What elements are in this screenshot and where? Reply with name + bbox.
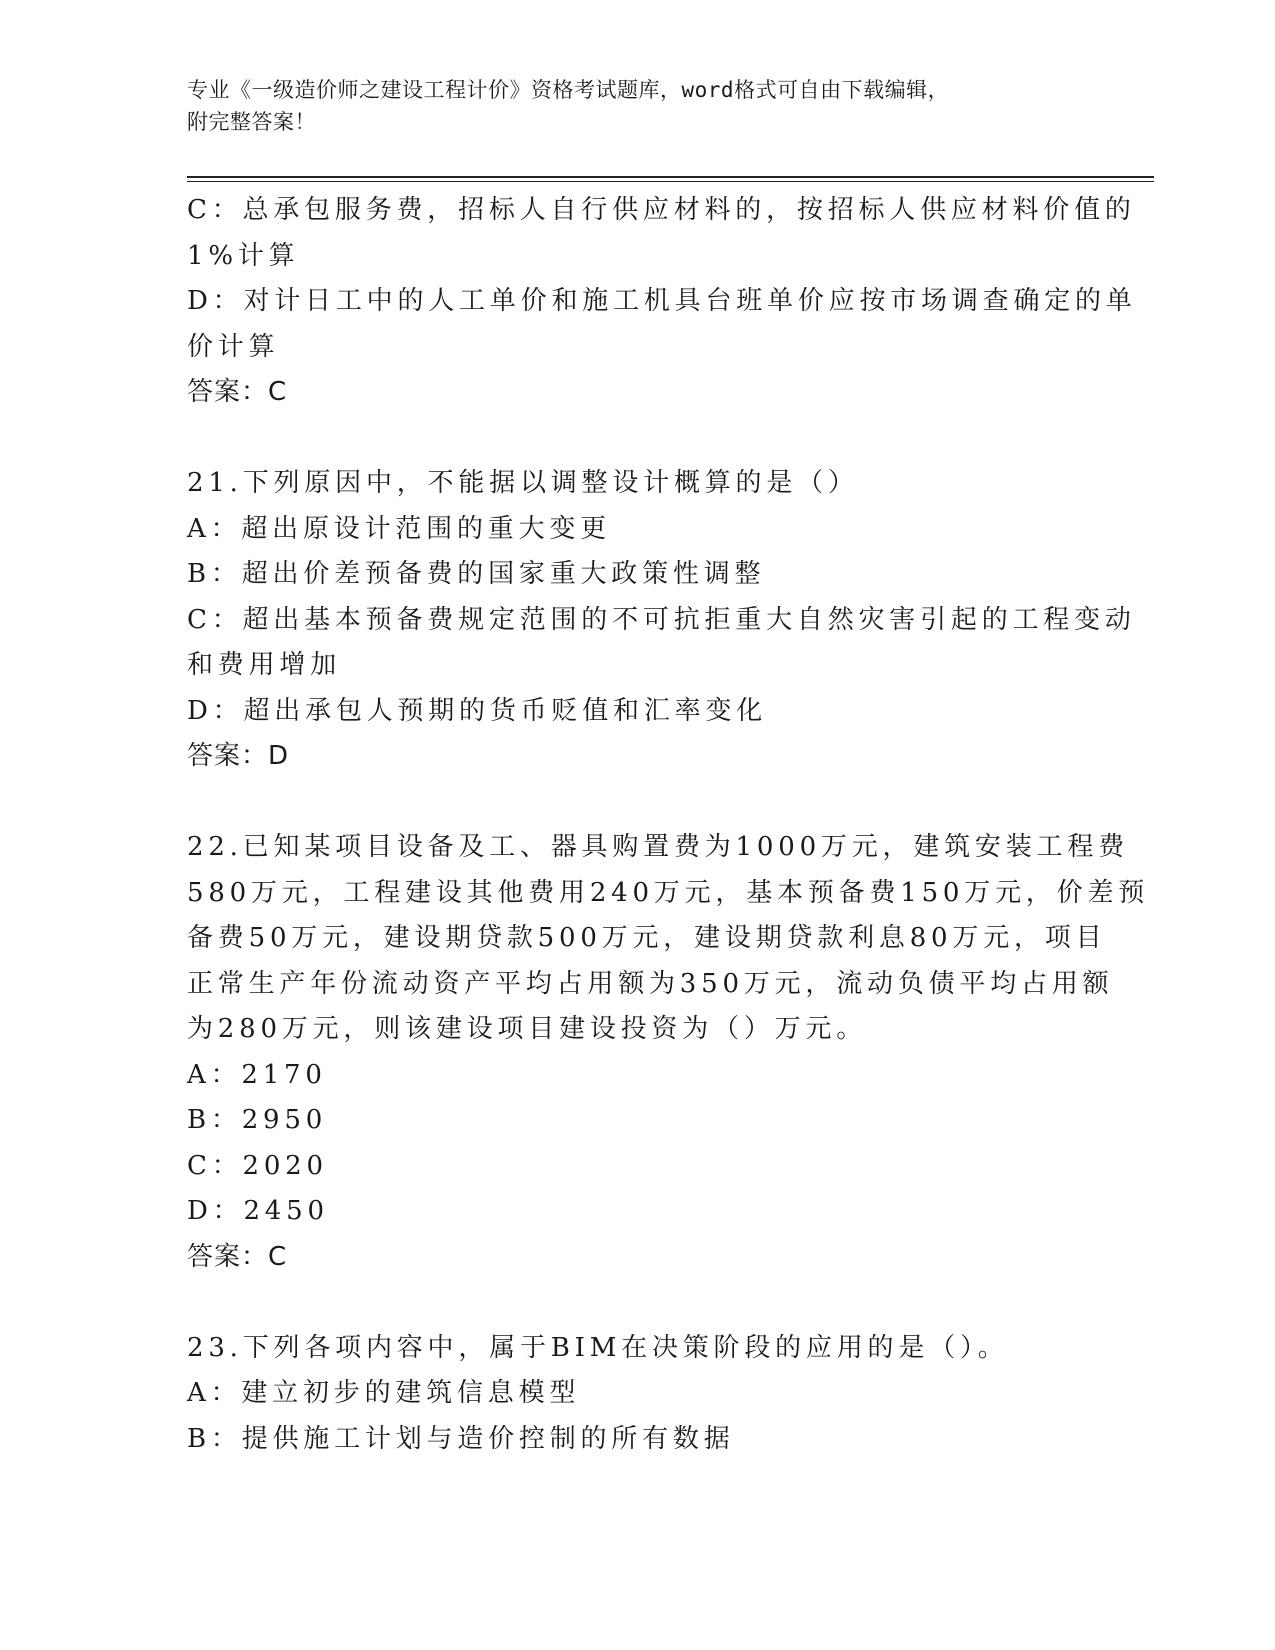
question-23 — [187, 1326, 1092, 1463]
option-d-line-1: D：对计日工中的人工单价和施工机具台班单价应按市场调查确定的单 — [187, 286, 1137, 316]
option-a: A：超出原设计范围的重大变更 — [187, 513, 611, 544]
question-21 — [187, 461, 1136, 780]
spacer — [187, 1280, 1092, 1326]
question-22-stem-line-4: 正常生产年份流动资产平均占用额为350万元，流动负债平均占用额 — [187, 968, 1114, 999]
question-22-stem-line-1: 22.已知某项目设备及工、器具购置费为1000万元，建筑安装工程费 — [187, 832, 1129, 862]
spacer — [187, 780, 1092, 826]
question-content — [187, 188, 1150, 1462]
question-22-stem-line-2: 580万元，工程建设其他费用240万元，基本预备费150万元，价差预 — [187, 877, 1150, 908]
question-21-stem: 21.下列原因中，不能据以调整设计概算的是（） — [187, 468, 859, 498]
option-b: B：超出价差预备费的国家重大政策性调整 — [187, 559, 766, 589]
option-c-line-2: 和费用增加 — [187, 650, 342, 680]
previous-question-block — [187, 188, 1137, 416]
option-c-line-1: C：总承包服务费，招标人自行供应材料的，按招标人供应材料价值的 — [187, 195, 1136, 225]
option-c-line-1: C：超出基本预备费规定范围的不可抗拒重大自然灾害引起的工程变动 — [187, 604, 1136, 635]
option-c: C：2020 — [187, 1150, 328, 1181]
header-divider-thick — [187, 176, 1154, 178]
question-22-stem-line-5: 为280万元，则该建设项目建设投资为（）万元。 — [187, 1014, 868, 1044]
answer-line: 答案：C — [187, 377, 288, 407]
question-22-stem-line-3: 备费50万元，建设期贷款500万元，建设期贷款利息80万元，项目 — [187, 923, 1107, 953]
question-22 — [187, 825, 1150, 1280]
header-line-2: 附完整答案！ — [187, 110, 316, 134]
answer-line: 答案：D — [187, 741, 290, 771]
header-divider-thin — [187, 181, 1154, 182]
question-23-stem: 23.下列各项内容中，属于BIM在决策阶段的应用的是（）。 — [187, 1332, 1009, 1363]
header-line-1: 专业《一级造价师之建设工程计价》资格考试题库，word格式可自由下载编辑， — [187, 78, 950, 102]
document-header — [187, 74, 1067, 138]
option-a: A：建立初步的建筑信息模型 — [187, 1378, 581, 1408]
option-b: B：提供施工计划与造价控制的所有数据 — [187, 1423, 735, 1454]
answer-line: 答案：C — [187, 1241, 288, 1272]
option-a: A：2170 — [187, 1059, 327, 1090]
option-d: D：超出承包人预期的货币贬值和汇率变化 — [187, 695, 768, 726]
option-c-line-2: 1%计算 — [187, 240, 300, 271]
spacer — [187, 416, 1092, 462]
option-b: B：2950 — [187, 1105, 328, 1135]
option-d: D：2450 — [187, 1196, 329, 1226]
option-d-line-2: 价计算 — [187, 331, 280, 362]
